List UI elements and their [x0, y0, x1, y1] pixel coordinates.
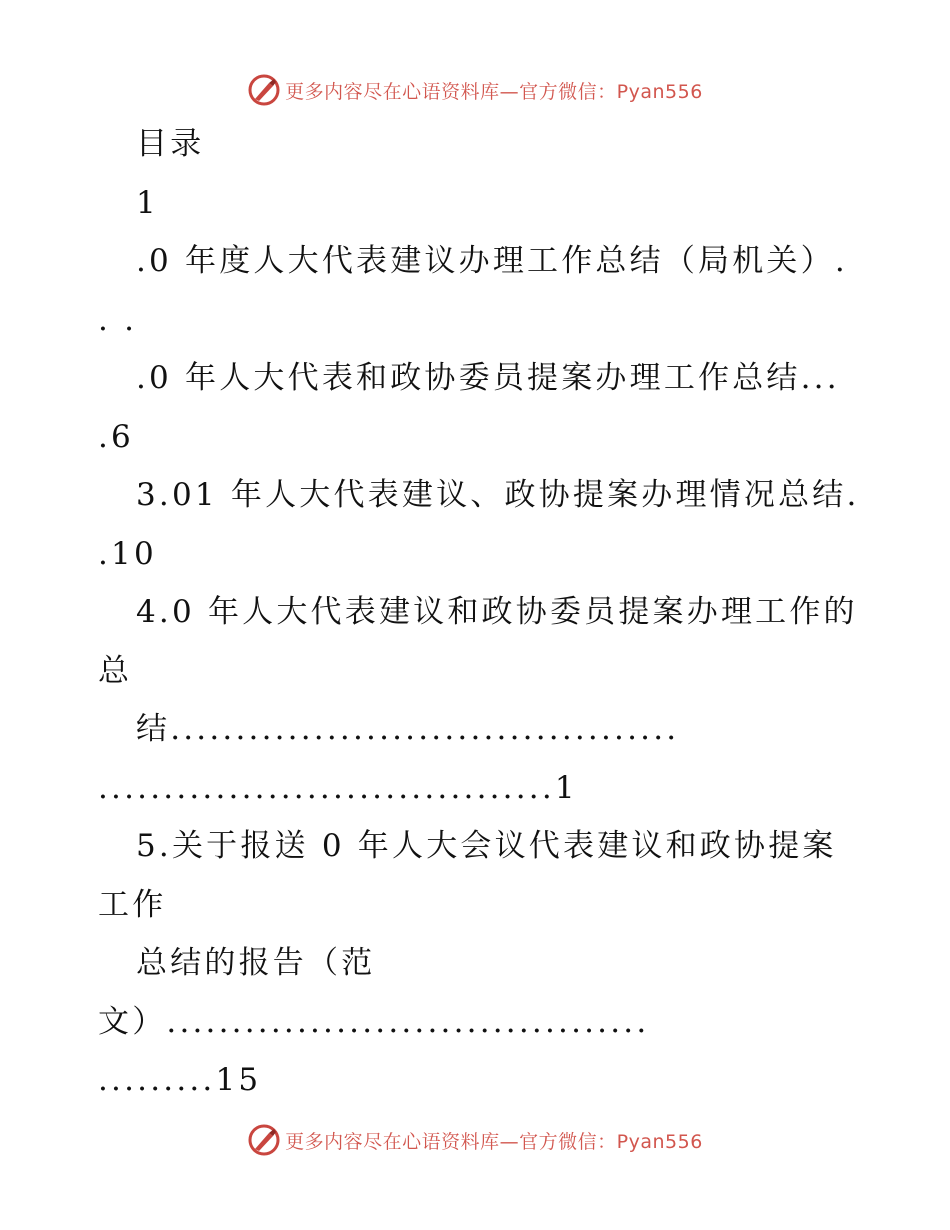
table-of-contents [98, 115, 858, 1110]
toc-line: . . [98, 301, 138, 338]
toc-line: 目录 [136, 126, 205, 162]
toc-line: 4.0 年人大代表建议和政协委员提案办理工作的 [136, 594, 858, 630]
footer-banner [0, 1120, 950, 1160]
toc-line: .10 [98, 535, 157, 572]
banner-text: 更多内容尽在心语资料库—官方微信：Pyan556 [285, 1130, 703, 1153]
toc-line: ...................................1 [98, 769, 578, 806]
toc-line: 1 [136, 184, 159, 221]
toc-line: .0 年人大代表和政协委员提案办理工作总结... [136, 360, 840, 396]
toc-line: .6 [98, 418, 134, 455]
toc-line: 总结的报告（范 [136, 945, 376, 981]
toc-line: 文）..................................... [98, 1003, 650, 1040]
toc-line: 工作 [98, 886, 167, 923]
toc-line: 5.关于报送 0 年人大会议代表建议和政协提案 [136, 828, 837, 864]
toc-line: 3.01 年人大代表建议、政协提案办理情况总结. [136, 477, 860, 513]
pen-logo-icon [247, 1123, 281, 1157]
toc-line: 结....................................... [136, 711, 680, 747]
toc-line: .0 年度人大代表建议办理工作总结（局机关）. [136, 243, 848, 279]
toc-line: 总 [98, 652, 133, 689]
pen-logo-icon [247, 73, 281, 107]
toc-line: .........15 [98, 1062, 262, 1098]
header-banner [0, 70, 950, 110]
banner-text: 更多内容尽在心语资料库—官方微信：Pyan556 [285, 80, 703, 103]
